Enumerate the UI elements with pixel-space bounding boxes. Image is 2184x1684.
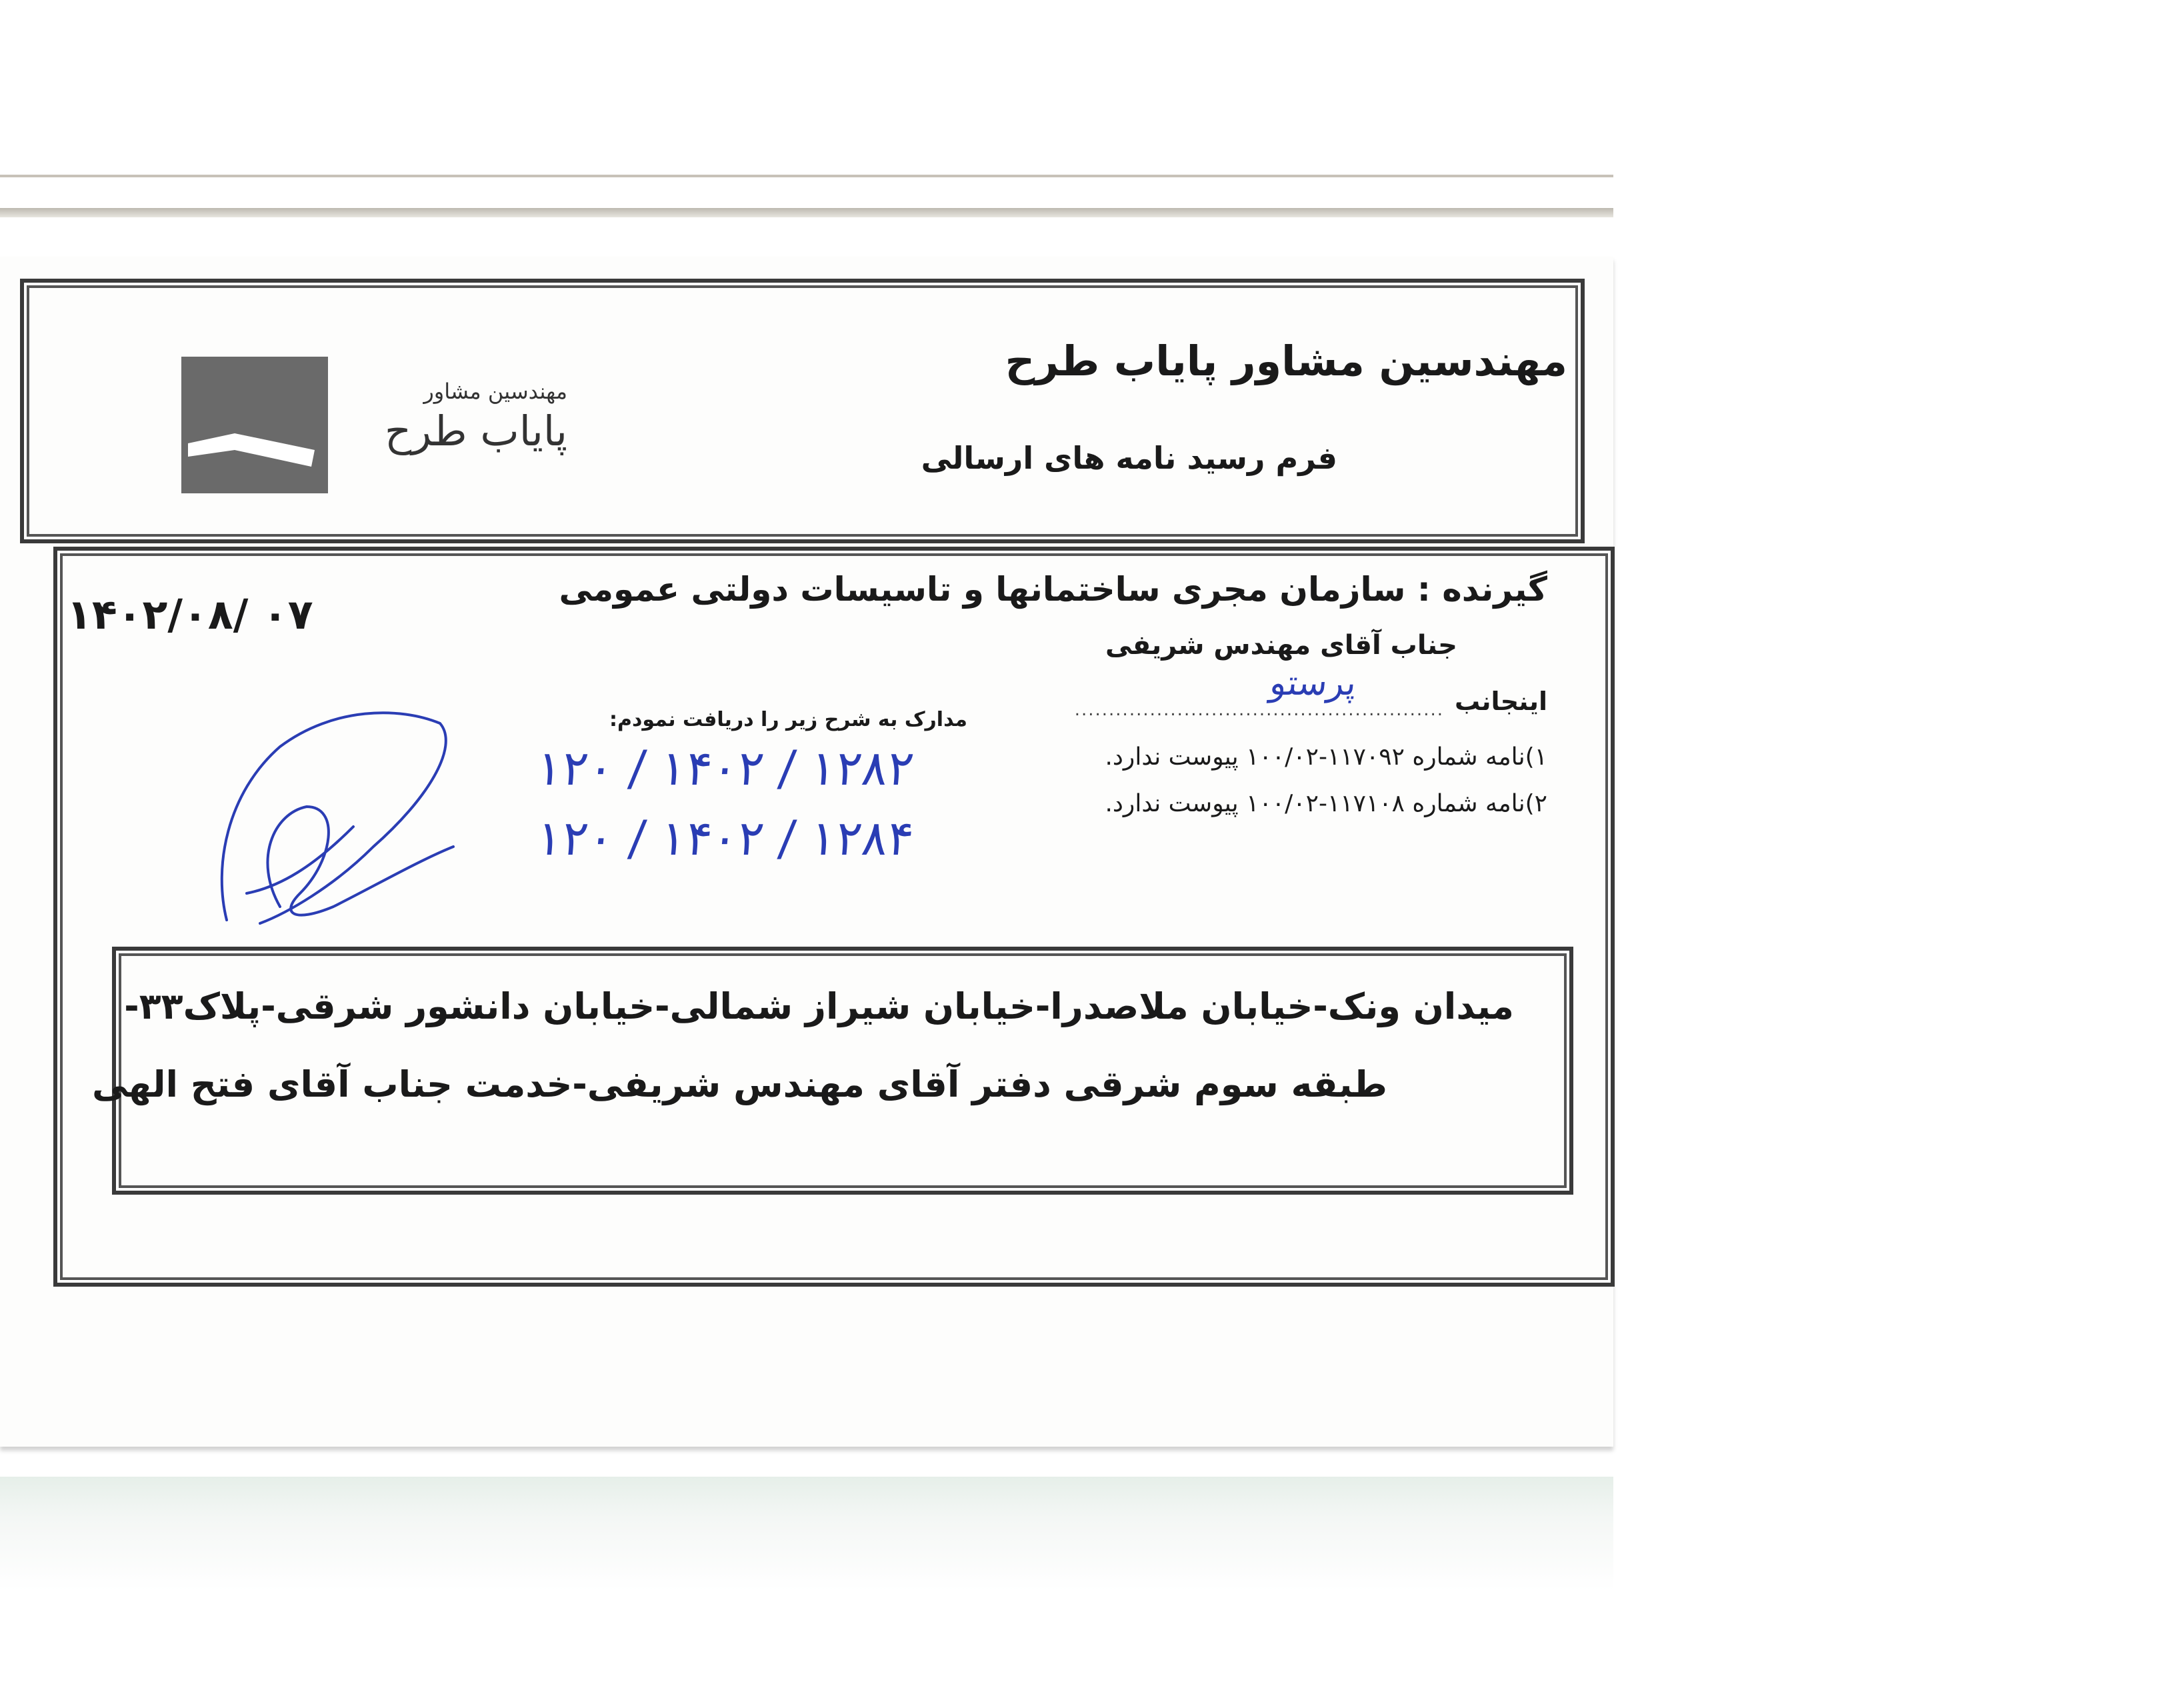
recipient-label: گیرنده : سازمان مجری ساختمانها و تاسیسات دولتی عمومی (559, 570, 1547, 609)
logo-subtitle: مهندسین مشاور (423, 379, 567, 404)
recipient-person: جناب آقای مهندس شریفی (1105, 630, 1457, 661)
logo-name: پایاب طرح (385, 407, 567, 455)
handwritten-name: پرستو (1267, 663, 1359, 703)
list-item-2: ۲)نامه شماره ۱۱۷۱۰۸-۱۰۰/۰۲ پیوست ندارد. (1105, 790, 1547, 817)
signature (200, 693, 467, 940)
company-name: مهندسین مشاور پایاب طرح (1005, 337, 1567, 385)
scan-edge-shadow (0, 208, 1613, 217)
form-title: فرم رسید نامه های ارسالی (921, 440, 1337, 476)
scan-edge-top (0, 175, 1613, 177)
handwritten-ref-2: ۱۲۸۴ / ۱۴۰۲ / ۱۲۰ (533, 810, 917, 866)
receipt-intro-suffix: مدارک به شرح زیر را دریافت نمودم: (609, 708, 967, 731)
logo-mark-icon (181, 357, 328, 493)
document-date: ۱۴۰۲/۰۸/ ۰۷ (67, 590, 313, 639)
address-line-2: طبقه سوم شرقی دفتر آقای مهندس شریفی-خدمت جناب آقای فتح الهی (91, 1063, 1387, 1105)
list-item-1: ۱)نامه شماره ۱۱۷۰۹۲-۱۰۰/۰۲ پیوست ندارد. (1105, 743, 1547, 771)
scan-bottom-band (0, 1477, 1613, 1684)
company-logo (181, 357, 328, 493)
address-line-1: میدان ونک-خیابان ملاصدرا-خیابان شیراز شمالی-خیابان دانشور شرقی-پلاک۳۳- (124, 985, 1514, 1027)
receipt-intro-prefix: اینجانب (1455, 687, 1547, 716)
receipt-dots: ...................................................... (1074, 700, 1444, 720)
handwritten-ref-1: ۱۲۸۲ / ۱۴۰۲ / ۱۲۰ (533, 740, 917, 796)
